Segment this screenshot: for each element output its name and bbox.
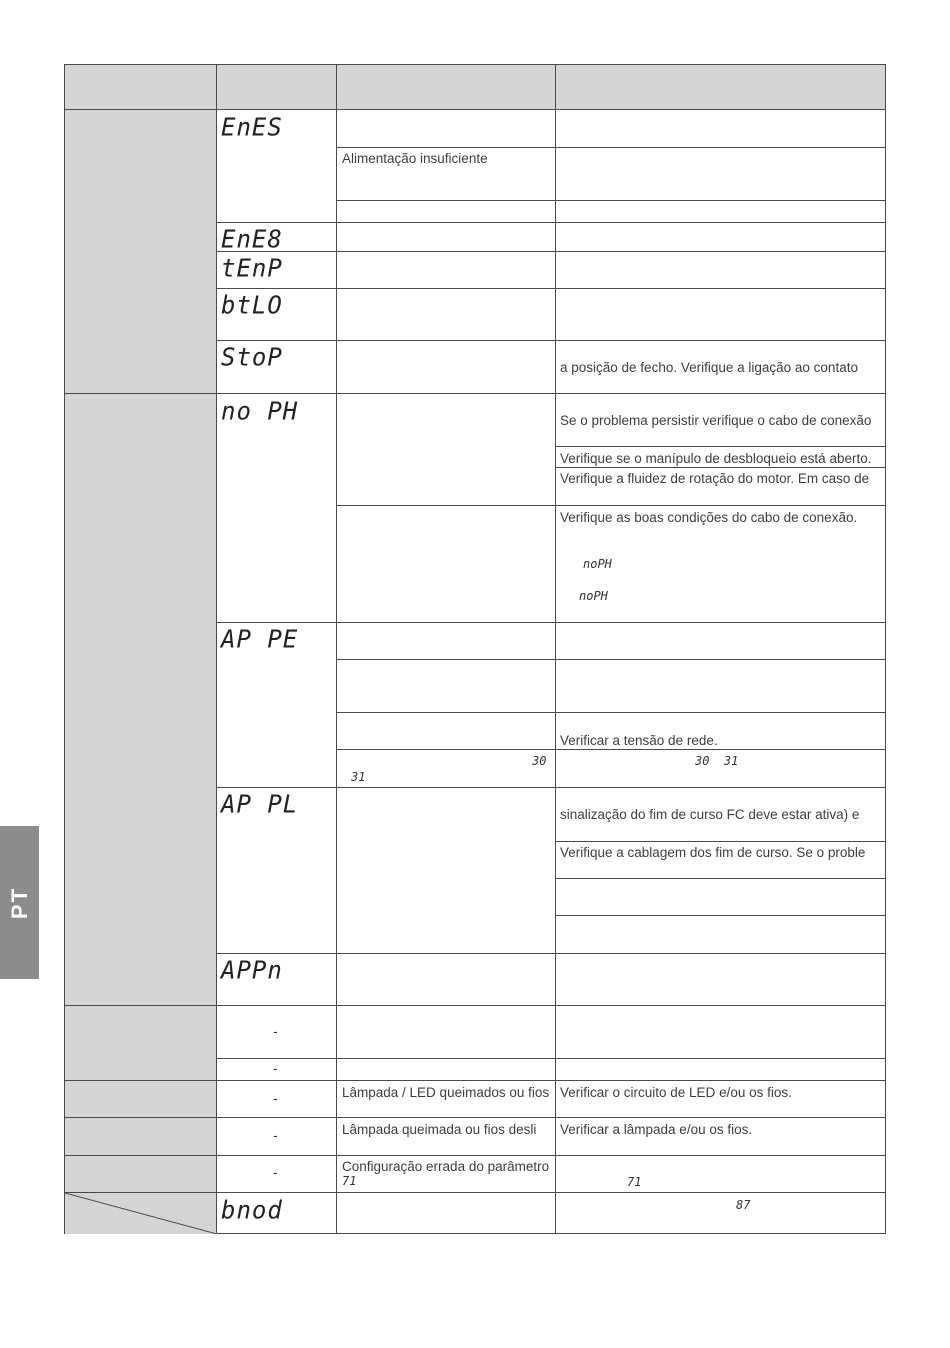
action-lamp: Verificar a lâmpada e/ou os fios. bbox=[560, 1122, 753, 1137]
row-line bbox=[217, 251, 885, 252]
row-line bbox=[217, 1058, 885, 1059]
cause-config: Configuração errada do parâmetro bbox=[342, 1159, 550, 1174]
language-tab-label: PT bbox=[6, 886, 32, 919]
row-line bbox=[217, 953, 885, 954]
row-line bbox=[65, 1192, 885, 1193]
action-noph-2: Verifique se o manípulo de desbloqueio está aberto. bbox=[560, 451, 872, 466]
troubleshooting-table bbox=[64, 64, 886, 1234]
display-code-noph: no PH bbox=[221, 396, 299, 426]
row-line bbox=[556, 841, 885, 842]
category-cell-5 bbox=[65, 1118, 217, 1156]
display-code-appl: AP PL bbox=[221, 789, 299, 819]
noph-mini-code-2: noPH bbox=[579, 589, 608, 603]
param-30: 30 bbox=[532, 754, 547, 768]
row-line bbox=[65, 109, 885, 110]
param-71: 71 bbox=[342, 1174, 357, 1188]
display-code-ene8: EnE8 bbox=[221, 224, 283, 254]
language-tab bbox=[0, 826, 39, 979]
display-code-enes: EnES bbox=[221, 112, 283, 142]
action-appe-params: 30 31 bbox=[695, 754, 739, 768]
row-line bbox=[65, 393, 885, 394]
row-line bbox=[217, 622, 885, 623]
row-line bbox=[556, 878, 885, 879]
table-header-row bbox=[65, 65, 885, 110]
dash-marker: - bbox=[273, 1023, 278, 1039]
row-line bbox=[65, 1117, 885, 1118]
category-cell-1 bbox=[65, 110, 217, 394]
row-line bbox=[337, 505, 885, 506]
row-line bbox=[217, 222, 885, 223]
cause-lamp: Lâmpada queimada ou fios desli bbox=[342, 1122, 537, 1137]
category-cell-4 bbox=[65, 1081, 217, 1118]
row-line bbox=[556, 446, 885, 447]
display-code-temp: tEnP bbox=[221, 253, 283, 283]
diagonal-line bbox=[65, 1193, 217, 1234]
action-noph-3: Verifique a fluidez de rotação do motor. Em caso de bbox=[560, 471, 870, 486]
action-noph-1: Se o problema persistir verifique o cabo de conexão bbox=[560, 413, 872, 428]
row-line bbox=[337, 200, 885, 201]
dash-marker: - bbox=[273, 1164, 278, 1180]
action-stop: a posição de fecho. Verifique a ligação ao contato bbox=[560, 360, 858, 375]
row-line bbox=[65, 1080, 885, 1081]
row-line bbox=[217, 340, 885, 341]
display-code-stop: StoP bbox=[221, 342, 283, 372]
row-line bbox=[65, 1005, 885, 1006]
row-line bbox=[337, 147, 885, 148]
display-code-appe: AP PE bbox=[221, 624, 299, 654]
cause-led: Lâmpada / LED queimados ou fios bbox=[342, 1085, 550, 1100]
row-line bbox=[556, 467, 885, 468]
dash-marker: - bbox=[273, 1127, 278, 1143]
row-line bbox=[337, 712, 885, 713]
row-line bbox=[337, 659, 885, 660]
category-cell-2 bbox=[65, 394, 217, 1006]
category-cell-6 bbox=[65, 1156, 217, 1193]
action-bmod-param: 87 bbox=[736, 1198, 751, 1212]
row-line bbox=[556, 915, 885, 916]
noph-mini-code-1: noPH bbox=[583, 557, 612, 571]
dash-marker: - bbox=[273, 1060, 278, 1076]
display-code-appn: APPn bbox=[221, 955, 283, 985]
param-31: 31 bbox=[351, 770, 366, 784]
row-line bbox=[65, 1155, 885, 1156]
category-cell-3 bbox=[65, 1006, 217, 1081]
row-line bbox=[337, 749, 885, 750]
action-noph-4: Verifique as boas condições do cabo de conexão. bbox=[560, 510, 858, 525]
action-appl-1: sinalização do fim de curso FC deve estar ativa) e bbox=[560, 807, 860, 822]
display-code-btlo: btLO bbox=[221, 290, 283, 320]
dash-marker: - bbox=[273, 1090, 278, 1106]
action-led: Verificar o circuito de LED e/ou os fios. bbox=[560, 1085, 792, 1100]
cause-alimentacao: Alimentação insuficiente bbox=[342, 151, 488, 166]
action-appe: Verificar a tensão de rede. bbox=[560, 733, 718, 748]
row-line bbox=[217, 787, 885, 788]
display-code-bmod: bnod bbox=[221, 1195, 283, 1225]
action-config-param: 71 bbox=[627, 1175, 642, 1189]
action-appl-2: Verifique a cablagem dos fim de curso. Se o proble bbox=[560, 845, 866, 860]
row-line bbox=[217, 288, 885, 289]
